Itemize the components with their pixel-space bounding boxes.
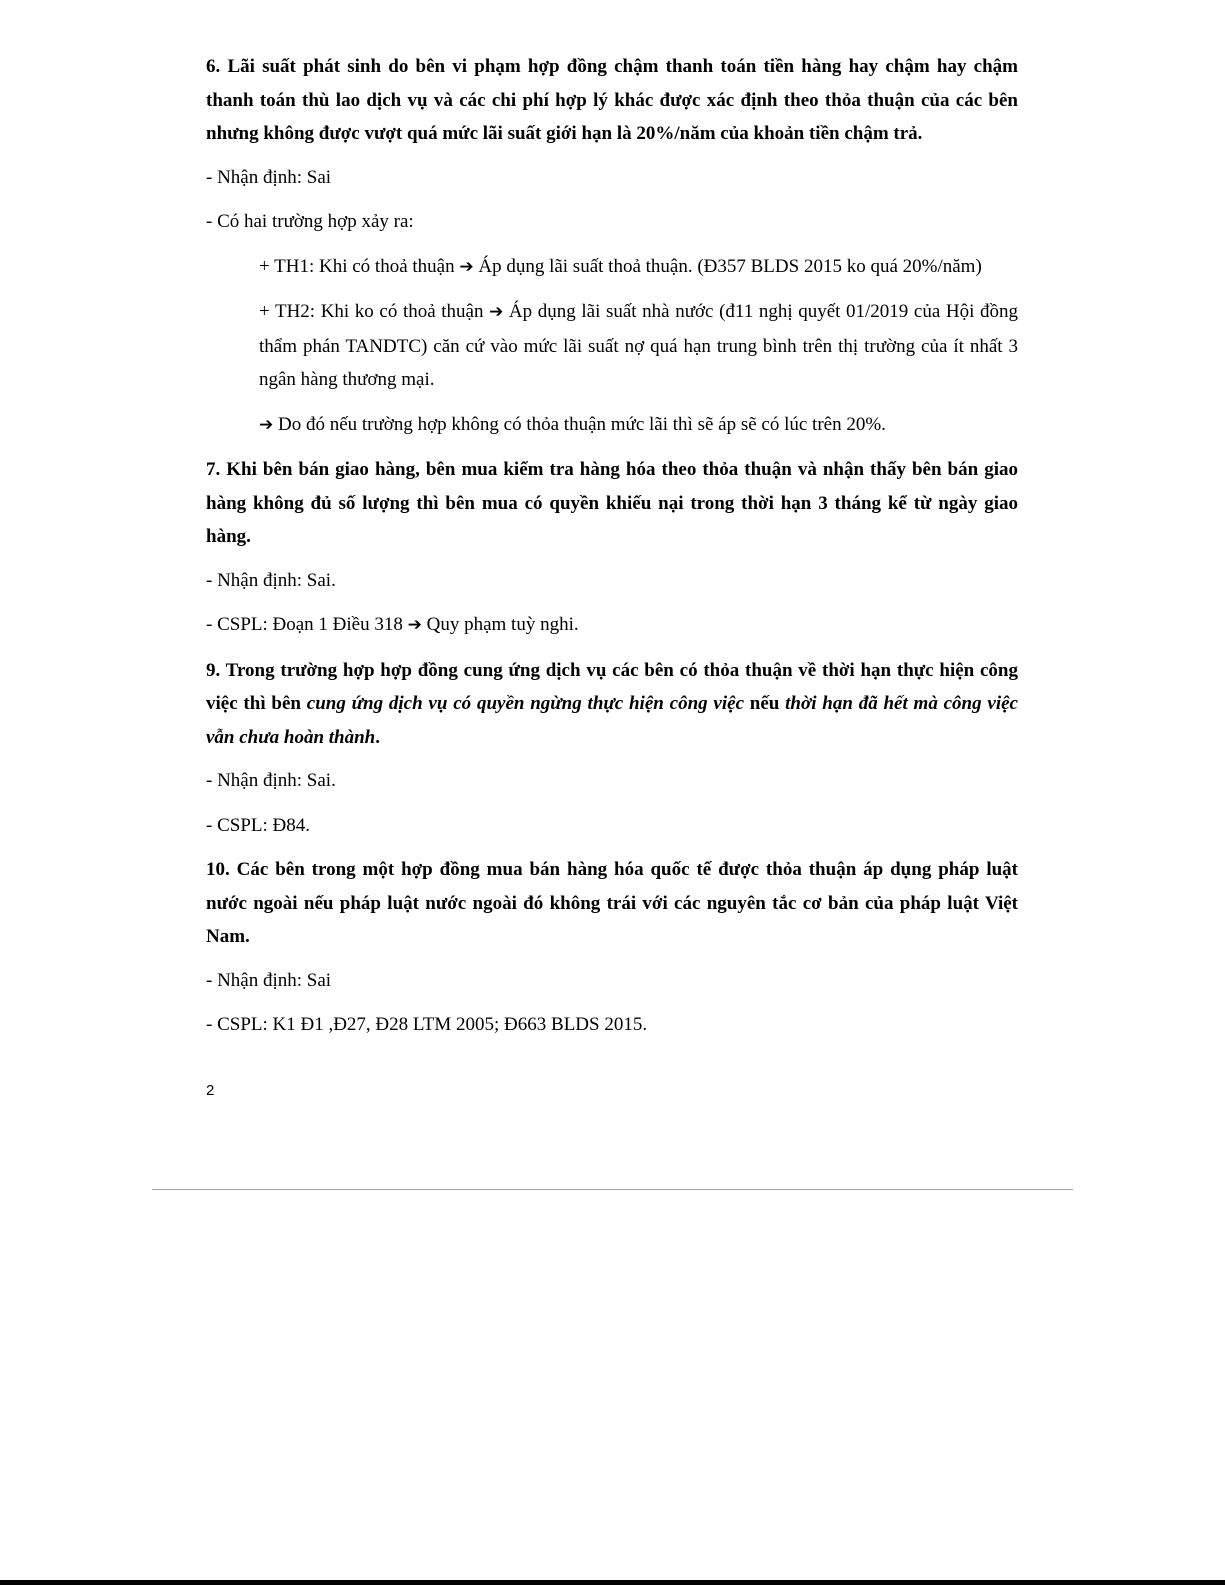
arrow-icon: ➔ xyxy=(489,302,504,322)
arrow-icon: ➔ xyxy=(407,615,422,635)
document-page xyxy=(206,50,1018,1053)
case-1-label: + TH1: Khi có thoả thuận xyxy=(259,255,460,277)
question-9-part1: 9. Trong trường hợp hợp đồng cung ứng dịch vụ các bên có thỏa thuận về thời hạn thực hiện công việc thì bên xyxy=(206,659,1018,714)
cspl-10: - CSPL: K1 Đ1 ,Đ27, Đ28 LTM 2005; Đ663 BLDS 2015. xyxy=(206,1014,648,1035)
case-2 xyxy=(206,295,1018,397)
case-2-label: + TH2: Khi ko có thoả thuận xyxy=(259,301,490,322)
case-1 xyxy=(206,250,1018,285)
cspl-7 xyxy=(206,608,1018,643)
conclusion-6-text: Do đó nếu trường hợp không có thỏa thuận mức lãi thì sẽ áp sẽ có lúc trên 20%. xyxy=(273,413,886,435)
question-9-italic-1: cung ứng dịch vụ có quyền ngừng thực hiện công việc xyxy=(306,693,744,714)
question-9-part3: nếu xyxy=(744,693,786,714)
arrow-icon: ➔ xyxy=(259,414,274,435)
page-bottom-edge xyxy=(0,1580,1225,1585)
page-divider xyxy=(152,1189,1073,1190)
case-2-detail: Áp dụng lãi suất nhà nước (đ11 nghị quyết 01/2019 của Hội đồng thẩm phán TANDTC) căn cứ vào mức lãi suất nợ quá hạn trung bình trên thị trường của ít nhất 3 ngân hàng thương mại. xyxy=(259,301,1018,390)
verdict-6: - Nhận định: Sai xyxy=(206,166,332,188)
page-number: 2 xyxy=(206,1082,215,1099)
cases-intro-6: - Có hai trường hợp xảy ra: xyxy=(206,211,414,232)
conclusion-6 xyxy=(206,408,1018,443)
question-9-italic-2: thời hạn đã hết mà công việc vẫn chưa hoàn thành xyxy=(206,693,1018,748)
question-7: 7. Khi bên bán giao hàng, bên mua kiểm tra hàng hóa theo thỏa thuận và nhận thấy bên bán giao hàng không đủ số lượng thì bên mua có quyền khiếu nại trong thời hạn 3 tháng kể từ ngày giao hàng. xyxy=(206,459,1018,547)
case-1-detail: Áp dụng lãi suất thoả thuận. (Đ357 BLDS 2015 ko quá 20%/năm) xyxy=(473,255,982,277)
question-10: 10. Các bên trong một hợp đồng mua bán hàng hóa quốc tế được thỏa thuận áp dụng pháp luật nước ngoài nếu pháp luật nước ngoài đó không trái với các nguyên tắc cơ bản của pháp luật Việt Nam. xyxy=(206,859,1018,947)
question-9-part5: . xyxy=(375,726,380,748)
verdict-9: - Nhận định: Sai. xyxy=(206,770,336,791)
verdict-7: - Nhận định: Sai. xyxy=(206,569,336,591)
question-9 xyxy=(206,654,1018,755)
cspl-7-label: - CSPL: Đoạn 1 Điều 318 xyxy=(206,614,408,635)
arrow-icon: ➔ xyxy=(459,256,474,277)
verdict-10: - Nhận định: Sai xyxy=(206,969,332,991)
question-6: 6. Lãi suất phát sinh do bên vi phạm hợp đồng chậm thanh toán tiền hàng hay chậm hay chậm thanh toán thù lao dịch vụ và các chi phí hợp lý khác được xác định theo thỏa thuận của các bên nhưng không được vượt quá mức lãi suất giới hạn là 20%/năm của khoản tiền chậm trả. xyxy=(206,56,1018,144)
cspl-7-detail: Quy phạm tuỳ nghi. xyxy=(421,614,579,635)
cspl-9: - CSPL: Đ84. xyxy=(206,814,310,836)
